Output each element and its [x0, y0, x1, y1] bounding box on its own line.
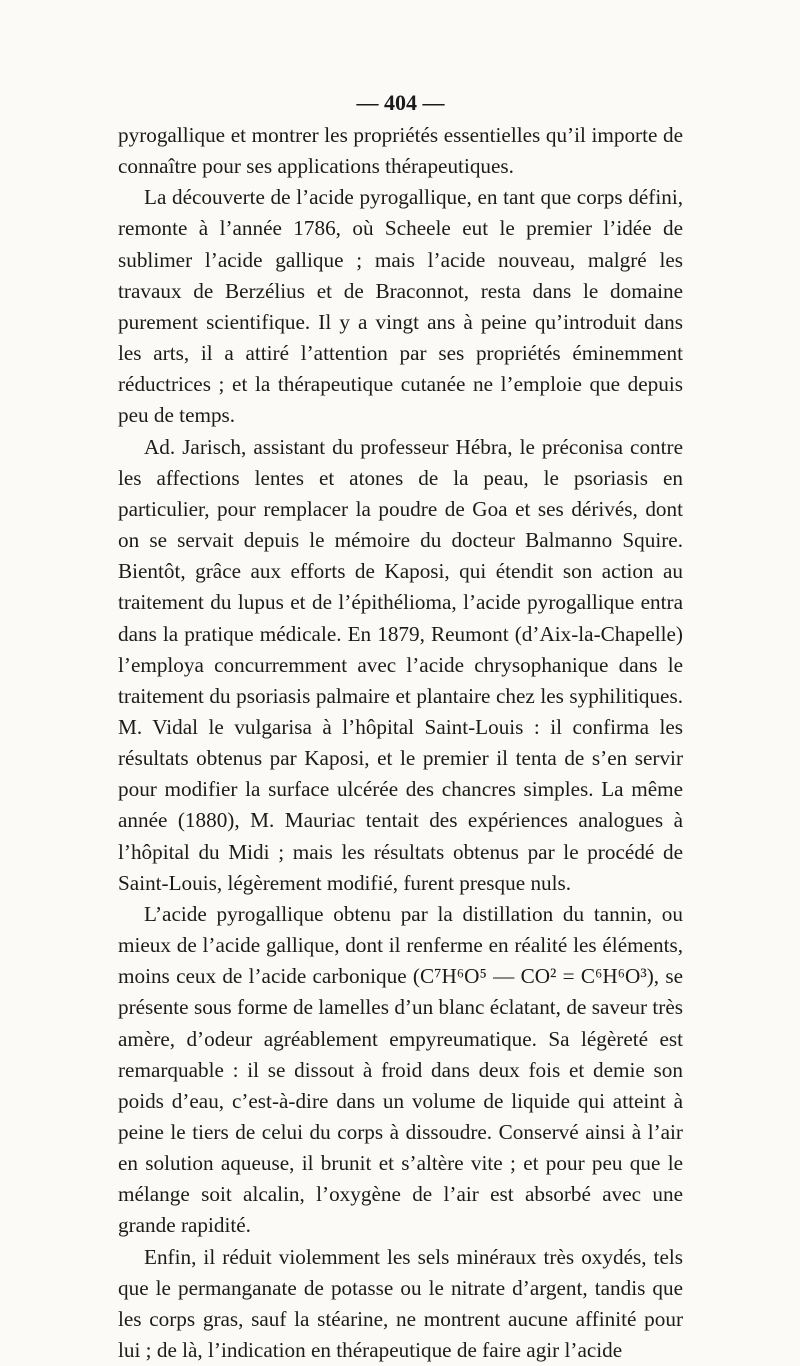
book-page: [118, 88, 683, 1366]
properties-text-before: L’acide pyrogallique obtenu par la distillation du tannin, ou mieux de l’acide gallique, dont il renferme en réalité les éléments, moins ceux de l’acide carbonique: [118, 901, 683, 989]
page-number: — 404 —: [356, 90, 445, 115]
paragraph-clinical-history: Ad. Jarisch, assistant du professeur Hébra, le préconisa contre les affections lentes et atones de la peau, le psoriasis en particulier, pour remplacer la poudre de Goa et ses dérivés, dont on se servait depuis le mémoire du docteur Balmanno Squire. Bientôt, grâce aux efforts de Kaposi, qui étendit son action au traitement du lupus et de l’épithélioma, l’acide pyrogallique entra dans la pratique médicale. En 1879, Reumont (d’Aix-la-Chapelle) l’employa concurremment avec l’acide chrysophanique dans le traitement du psoriasis palmaire et plantaire chez les syphilitiques. M. Vidal le vulgarisa à l’hôpital Saint-Louis : il confirma les résultats obtenus par Kaposi, et le premier il tenta de s’en servir pour modifier la surface ulcérée des chancres simples. La même année (1880), M. Mauriac tentait des expériences analogues à l’hôpital du Midi ; mais les résultats obtenus par le procédé de Saint-Louis, légèrement modifié, furent presque nuls.: [118, 434, 683, 895]
properties-text-after: , se présente sous forme de lamelles d’un blanc éclatant, de saveur très amère, d’odeur agréablement empyreumatique. Sa légèreté est remarquable : il se dissout à froid dans deux fois et demie son poids d’eau, c’est-à-dire dans un volume de liquide qui atteint à peine le tiers de celui du corps à dissoudre. Conservé ainsi à l’air en solution aqueuse, il brunit et s’altère vite ; et pour peu que le mélange soit alcalin, l’oxygène de l’air est absorbé avec une grande rapidité.: [118, 964, 683, 1238]
paragraph-continuation: pyrogallique et montrer les propriétés essentielles qu’il importe de connaître pour ses applications thérapeutiques.: [118, 123, 683, 179]
paragraph-discovery: La découverte de l’acide pyrogallique, en tant que corps défini, remonte à l’année 1786, où Scheele eut le premier l’idée de sublimer l’acide gallique ; mais l’acide nouveau, malgré les travaux de Berzélius et de Braconnot, resta dans le domaine purement scientifique. Il y a vingt ans à peine qu’introduit dans les arts, il a attiré l’attention par ses propriétés éminemment réductrices ; et la thérapeutique cutanée ne l’emploie que depuis peu de temps.: [118, 185, 683, 428]
paragraph-properties: [118, 899, 683, 1242]
paragraph-reduction: Enfin, il réduit violemment les sels minéraux très oxydés, tels que le permanganate de potasse ou le nitrate d’argent, tandis que les corps gras, sauf la stéarine, ne montrent aucune affinité pour lui ; de là, l’indication en thérapeutique de faire agir l’acide: [118, 1244, 683, 1363]
chemical-formula: (C⁷H⁶O⁵ — CO² = C⁶H⁶O³): [412, 964, 654, 989]
